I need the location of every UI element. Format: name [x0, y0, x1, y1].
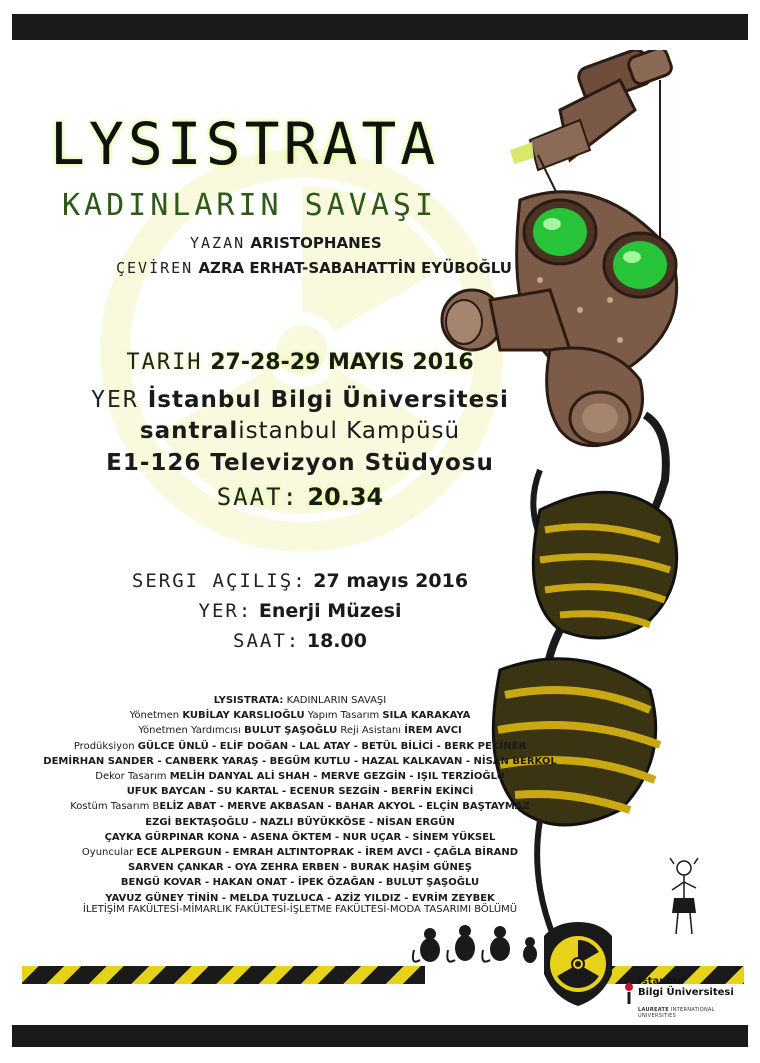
- logo-line1: İstanbul: [638, 976, 685, 987]
- bilgi-logo-icon: [624, 982, 634, 1006]
- event-venue-line2: [0, 418, 600, 444]
- exhibition-time: [0, 630, 600, 652]
- credits-block: [10, 693, 590, 906]
- hazard-stripe-gap: [425, 966, 555, 984]
- credit-name: BULUT ŞAŞOĞLU: [244, 725, 338, 737]
- time-label: SAAT:: [216, 483, 299, 511]
- credit-line: YAVUZ GÜNEY TİNİN - MELDA TUZLUCA - AZİZ YILDIZ - EVRİM ZEYBEK: [105, 892, 495, 904]
- credit-line: UFUK BAYCAN - SU KARTAL - ECENUR SEZGİN - BERFİN EKİNCİ: [126, 786, 474, 798]
- poster-subtitle: KADINLARIN SAVAŞI: [62, 188, 438, 223]
- author-value: ARISTOPHANES: [250, 234, 382, 252]
- credit-name: İREM AVCI: [404, 725, 462, 737]
- date-value: 27-28-29 MAYIS 2016: [210, 350, 474, 375]
- place-line2-rest: istanbul Kampüsü: [238, 418, 461, 444]
- credit-line: [10, 845, 590, 860]
- exhibition-place-value: Enerji Müzesi: [258, 600, 402, 622]
- logo-line2: Bilgi Üniversitesi: [638, 987, 734, 998]
- figure-illustration-icon: [664, 858, 704, 936]
- credit-line: [10, 693, 590, 708]
- credit-name: ECE ALPERGUN - EMRAH ALTINTOPRAK - İREM AVCI - ÇAĞLA BİRAND: [136, 847, 519, 859]
- event-venue-line3: E1-126 Televizyon Stüdyosu: [106, 450, 494, 476]
- credit-role: Oyuncular: [81, 847, 137, 859]
- exhibition-place: [0, 600, 600, 622]
- exhibition-time-label: SAAT:: [233, 630, 301, 652]
- author-line: [190, 234, 382, 252]
- event-time: [0, 483, 600, 511]
- author-label: YAZAN: [190, 234, 246, 252]
- credit-role: Dekor Tasarım: [95, 771, 170, 783]
- faculties-line: İLETİŞİM FAKÜLTESİ-MİMARLIK FAKÜLTESİ-İŞLETME FAKÜLTESİ-MODA TASARIMI BÖLÜMÜ: [82, 904, 518, 915]
- credit-line: DEMİRHAN SANDER - CANBERK YARAŞ - BEGÜM KUTLU - HAZAL KALKAVAN - NİSAN BERKOL: [43, 755, 557, 767]
- rats-icon: [410, 920, 540, 968]
- credit-line: [10, 769, 590, 784]
- bilgi-logo: [624, 976, 744, 1020]
- translator-label: ÇEVİREN: [116, 259, 194, 277]
- time-value: 20.34: [307, 483, 384, 511]
- logo-text: [638, 976, 734, 998]
- credit-name: MELİH DANYAL ALİ SHAH - MERVE GEZGİN - IŞIL TERZİOĞLU: [169, 771, 505, 783]
- place-line1: İstanbul Bilgi Üniversitesi: [147, 387, 509, 413]
- top-black-bar: [12, 14, 748, 40]
- credit-role: Yapım Tasarım: [304, 710, 383, 722]
- place-line2-bold: santral: [139, 418, 239, 444]
- logo-subtitle: [638, 1007, 744, 1019]
- translator-value: AZRA ERHAT-SABAHATTİN EYÜBOĞLU: [198, 259, 512, 277]
- credit-line: [10, 739, 590, 754]
- logo-sub-rest: INTERNATIONAL UNIVERSITIES: [638, 1007, 715, 1019]
- exhibition-opening-label: SERGI AÇILIŞ:: [131, 570, 307, 592]
- event-venue-line1: [0, 387, 600, 413]
- exhibition-place-label: YER:: [198, 600, 253, 622]
- credit-name: KUBİLAY KARSLIOĞLU: [182, 710, 305, 722]
- credit-line: BENGÜ KOVAR - HAKAN ONAT - İPEK ÖZAĞAN - BULUT ŞAŞOĞLU: [120, 877, 480, 889]
- credit-role: Reji Asistanı: [337, 725, 405, 737]
- credit-name: ELİZ ABAT - MERVE AKBASAN - BAHAR AKYOL - ELÇİN BAŞTAYMAZ: [159, 801, 530, 813]
- bottom-black-bar: [12, 1025, 748, 1047]
- translator-line: [116, 259, 512, 277]
- credit-role: Kostüm Tasarım B: [70, 801, 160, 813]
- exhibition-opening-value: 27 mayıs 2016: [313, 570, 469, 592]
- credit-line: [10, 723, 590, 738]
- credit-line: SARVEN ÇANKAR - OYA ZEHRA ERBEN - BURAK HAŞİM GÜNEŞ: [128, 862, 472, 874]
- credit-line: [10, 799, 590, 814]
- credit-role: Yönetmen Yardımcısı: [138, 725, 245, 737]
- date-label: TARIH: [126, 350, 203, 375]
- poster-title: LYSISTRATA: [50, 110, 440, 178]
- credit-name: SILA KARAKAYA: [382, 710, 471, 722]
- credit-line: [10, 708, 590, 723]
- place-label: YER: [91, 387, 139, 413]
- exhibition-time-value: 18.00: [306, 630, 367, 652]
- credit-bold: LYSISTRATA:: [213, 695, 284, 706]
- credit-text: KADINLARIN SAVAŞI: [283, 695, 387, 706]
- logo-sub-bold: LAUREATE: [638, 1007, 669, 1013]
- credit-name: GÜLCE ÜNLÜ - ELİF DOĞAN - LAL ATAY - BETÜL BİLİCİ - BERK PEKİNER: [137, 740, 527, 752]
- credit-line: ÇAYKA GÜRPINAR KONA - ASENA ÖKTEM - NUR UÇAR - SİNEM YÜKSEL: [104, 831, 496, 843]
- credit-line: EZGİ BEKTAŞOĞLU - NAZLI BÜYÜKKÖSE - NİSAN ERGÜN: [145, 816, 455, 828]
- exhibition-opening: [0, 570, 600, 592]
- event-date: [0, 350, 600, 375]
- radiation-emblem-icon: [540, 918, 616, 1008]
- credit-role: Yönetmen: [129, 710, 183, 722]
- credit-role: Prodüksiyon: [73, 740, 138, 752]
